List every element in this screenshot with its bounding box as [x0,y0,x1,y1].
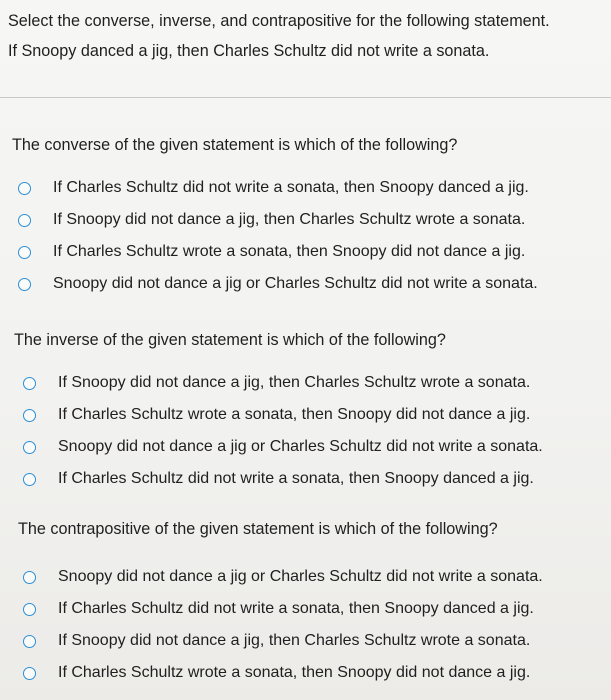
problem-header [8,6,603,66]
inverse-question-section [14,329,611,487]
radio-button[interactable] [23,571,36,584]
radio-button[interactable] [23,473,36,486]
converse-option-4[interactable] [18,268,538,300]
converse-question-text: The converse of the given statement is which of the following? [12,136,458,154]
contrapositive-option-2[interactable] [23,593,543,625]
option-label: Snoopy did not dance a jig or Charles Schultz did not write a sonata. [53,275,538,292]
option-label: If Snoopy did not dance a jig, then Charles Schultz wrote a sonata. [53,211,526,228]
radio-button[interactable] [18,182,31,195]
option-label: If Snoopy did not dance a jig, then Charles Schultz wrote a sonata. [58,374,531,391]
radio-button[interactable] [18,246,31,259]
contrapositive-option-1[interactable] [23,561,543,593]
radio-button[interactable] [23,667,36,680]
inverse-option-4[interactable] [23,463,543,495]
option-label: If Charles Schultz did not write a sonata, then Snoopy danced a jig. [58,600,534,617]
header-divider [0,97,611,98]
inverse-option-3[interactable] [23,431,543,463]
converse-option-2[interactable] [18,204,538,236]
option-label: If Charles Schultz wrote a sonata, then Snoopy did not dance a jig. [58,406,531,423]
instruction-text: Select the converse, inverse, and contrapositive for the following statement. [8,12,550,30]
option-label: If Charles Schultz wrote a sonata, then Snoopy did not dance a jig. [53,243,526,260]
option-label: Snoopy did not dance a jig or Charles Schultz did not write a sonata. [58,568,543,585]
contrapositive-question-section [18,518,611,681]
inverse-question-text: The inverse of the given statement is which of the following? [14,331,446,349]
radio-button[interactable] [23,409,36,422]
radio-button[interactable] [23,635,36,648]
option-label: If Charles Schultz did not write a sonata, then Snoopy danced a jig. [58,470,534,487]
option-label: If Charles Schultz wrote a sonata, then Snoopy did not dance a jig. [58,664,531,681]
converse-options [18,172,538,300]
option-label: If Charles Schultz did not write a sonata, then Snoopy danced a jig. [53,179,529,196]
contrapositive-options [23,561,543,689]
contrapositive-question-text: The contrapositive of the given statement is which of the following? [18,520,498,538]
radio-button[interactable] [23,377,36,390]
option-label: Snoopy did not dance a jig or Charles Schultz did not write a sonata. [58,438,543,455]
converse-question-section [12,134,611,292]
inverse-options [23,367,543,495]
inverse-option-2[interactable] [23,399,543,431]
inverse-option-1[interactable] [23,367,543,399]
radio-button[interactable] [18,214,31,227]
radio-button[interactable] [23,441,36,454]
contrapositive-option-4[interactable] [23,657,543,689]
converse-option-3[interactable] [18,236,538,268]
contrapositive-option-3[interactable] [23,625,543,657]
radio-button[interactable] [18,278,31,291]
radio-button[interactable] [23,603,36,616]
given-statement: If Snoopy danced a jig, then Charles Schultz did not write a sonata. [8,42,490,60]
converse-option-1[interactable] [18,172,538,204]
option-label: If Snoopy did not dance a jig, then Charles Schultz wrote a sonata. [58,632,531,649]
